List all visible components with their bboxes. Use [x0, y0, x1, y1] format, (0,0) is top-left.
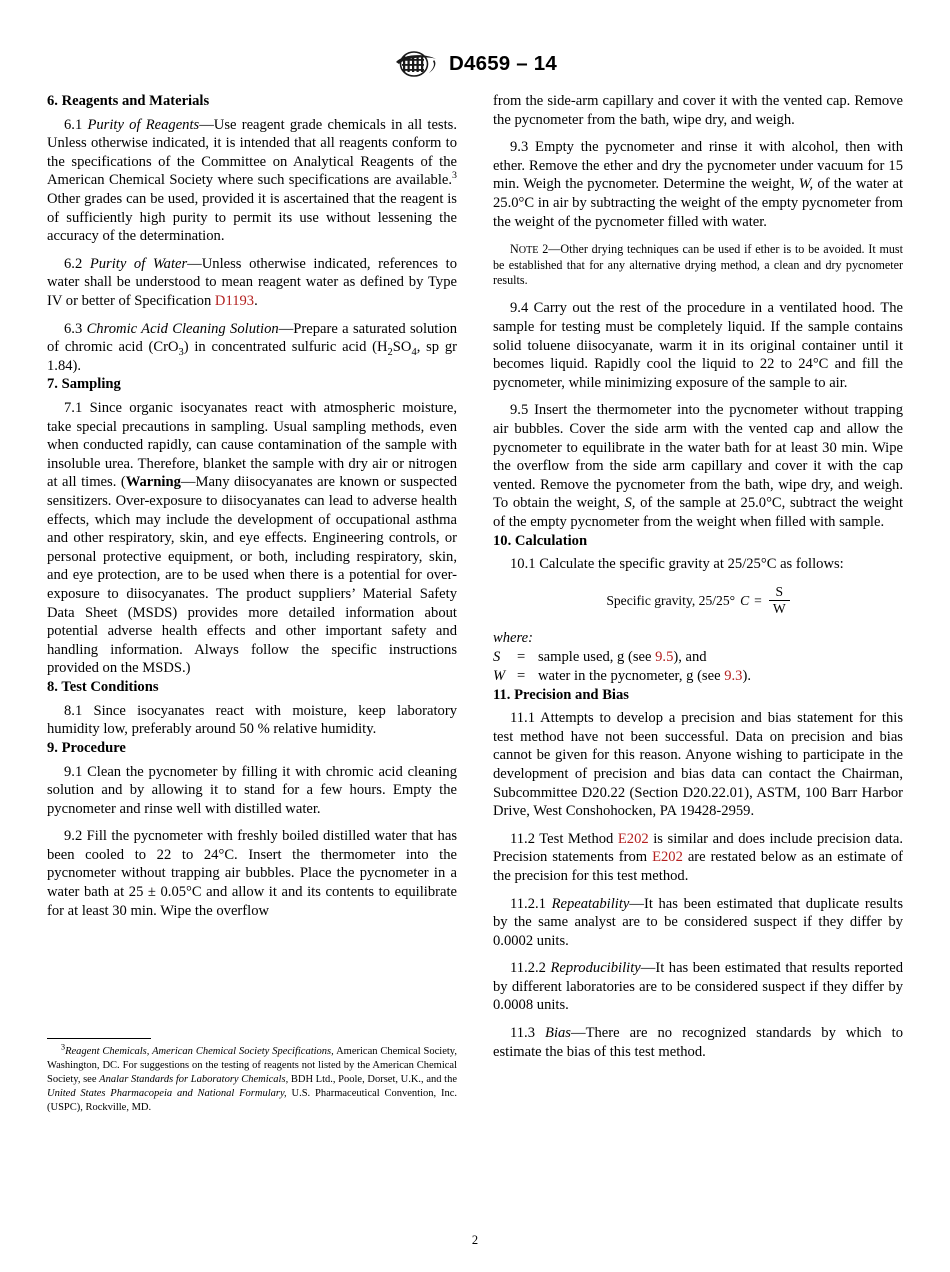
right-column: [493, 92, 903, 1061]
footnote-marker: 3: [61, 1042, 66, 1052]
clause-body: Empty the pycnometer and rinse it with alcohol, then with ether. Remove the ether and dry the pycnometer under vacuum for 15 min. Weigh the pycnometer. Determine the weight,: [493, 139, 904, 193]
subscript: 2: [387, 347, 393, 359]
definition-text-a: sample used, g (see: [538, 649, 656, 666]
clause-number: 9.4: [510, 300, 534, 317]
document-designation: D4659 – 14: [448, 52, 557, 75]
clause-body: —There are no recognized standards by which to estimate the bias of this test method.: [493, 1025, 903, 1060]
footnote-title-1: Reagent Chemicals, American Chemical Society Specifications,: [65, 1046, 334, 1057]
footnote-title-3: United States Pharmacopeia and National Formulary,: [47, 1087, 287, 1099]
clause-body: Clean the pycnometer by filling it with chromic acid cleaning solution and by allowing it to stand for a few hours. Empty the pycnometer and rinse well with distilled water.: [47, 763, 458, 817]
paragraph-9-3: [493, 138, 903, 231]
clause-term: Reproducibility: [550, 960, 641, 977]
formula-equals: =: [754, 592, 762, 608]
footnote-text-3: U.S. Pharmaceutical Convention, Inc. (USPC), Rockville, MD.: [47, 1087, 458, 1113]
note-label-ote: OTE: [518, 245, 539, 257]
clause-body: —It has been estimated that duplicate results by the same analyst are to be considered suspect if they differ by 0.0002 units.: [493, 895, 903, 949]
section-8-heading: 8. Test Conditions: [47, 678, 159, 695]
definition-text-b: ).: [742, 667, 751, 684]
clause-number: 9.3: [510, 139, 536, 156]
section-9-heading: 9. Procedure: [47, 739, 126, 756]
section-6-heading: 6. Reagents and Materials: [47, 93, 210, 109]
clause-body-cont: SO: [392, 339, 412, 356]
page-header: [0, 44, 950, 84]
fraction-numerator: S: [775, 583, 784, 599]
cross-reference-9-5[interactable]: 9.5: [655, 649, 674, 666]
fraction-denominator: W: [769, 600, 790, 617]
clause-term: Bias: [545, 1025, 571, 1042]
warning-label: Warning: [125, 474, 181, 491]
clause-number: 7.1: [64, 400, 90, 417]
paragraph-11-2-2: [493, 959, 903, 1015]
clause-body: —Use reagent grade chemicals in all tests. Unless otherwise indicated, it is intended that all reagents conform to the specifications of the Committee on Analytical Reagents of the American Chemical Society where such specifications are available.: [47, 116, 457, 189]
clause-body: Attempts to develop a precision and bias statement for this test method have not been successful. Data on precision and bias cannot be given for this reason. Anyone wishing to participate in the development of precision and bias data can contact the Chairman, Subcommittee D20.22 (Section D20.22.01), ASTM, 100 Barr Harbor Drive, West Conshohocken, PA 19428-2959.: [493, 710, 903, 820]
cross-reference-9-3[interactable]: 9.3: [724, 667, 743, 684]
clause-body: from the side-arm capillary and cover it with the vented cap. Remove the pycnometer from the bath, wipe dry, and weigh.: [493, 93, 903, 128]
subscript: 3: [178, 347, 184, 359]
clause-number: 11.2.2: [510, 960, 551, 977]
clause-body: Test Method: [539, 830, 618, 847]
symbol-w: W: [493, 667, 506, 684]
section-11-heading: 11. Precision and Bias: [493, 686, 629, 703]
standard-link-e202-first[interactable]: E202: [617, 830, 649, 847]
formula-variable-c: C: [740, 592, 750, 608]
section-7-heading: 7. Sampling: [47, 376, 121, 393]
body-columns: [47, 92, 903, 1061]
paragraph-11-2: [493, 830, 903, 886]
clause-body: Fill the pycnometer with freshly boiled distilled water that has been cooled to 22 to 24°C. Insert the thermometer into the pycnometer without trapping air bubbles. Place the pycnometer in a water bath at 25 ± 0.05°C and allow it and its contents to equilibrate for at least 30 min. Wipe the overflow: [47, 828, 458, 919]
clause-body: —It has been estimated that results reported by different laboratories are to be considered suspect if they differ by 0.0008 units.: [493, 960, 903, 1014]
clause-number: 6.2: [64, 255, 90, 272]
paragraph-9-4: [493, 299, 903, 392]
paragraph-6-3: [47, 320, 457, 376]
paragraph-9-2: [47, 827, 457, 920]
clause-body: Since isocyanates react with moisture, keep laboratory humidity low, preferably around 50 % relative humidity.: [47, 702, 457, 738]
section-10-heading: 10. Calculation: [493, 532, 588, 549]
clause-body: Calculate the specific gravity at 25/25°C as follows:: [539, 556, 844, 573]
clause-body-cont: Other grades can be used, provided it is ascertained that the reagent is of sufficiently high purity to permit its use without lessening the accuracy of the determination.: [47, 191, 457, 245]
clause-body-cont: of the sample at 25.0°C, subtract the weight of the empty pycnometer from the weight when filled with sample.: [493, 495, 904, 530]
clause-term: Purity of Reagents: [87, 116, 200, 133]
footnote-3: [47, 1042, 458, 1115]
clause-body: Carry out the rest of the procedure in a ventilated hood. The sample for testing must be completely liquid. If the sample contains solid toluene diisocyanate, warm it in its original container until it becomes liquid. Rapidly cool the liquid to 22 to 24°C and fill the pycnometer, while minimizing exposure of the sample to air.: [493, 300, 904, 391]
clause-number: 9.2: [64, 828, 87, 845]
clause-number: 10.1: [510, 556, 540, 573]
footnote-separator-rule: [47, 1038, 151, 1039]
footnote-reference-3[interactable]: 3: [452, 170, 457, 182]
paragraph-7-1: [47, 399, 457, 678]
note-body: —Other drying techniques can be used if ether is to be avoided. It must be established that for any alternative drying method, a clean and dry pycnometer results.: [493, 242, 903, 288]
definition-text-s: [538, 648, 751, 667]
clause-body: Since organic isocyanates react with atmospheric moisture, take special precautions in sampling. Usual sampling methods, even when conducted rapidly, can cause contamination of the sample with insoluble urea. Therefore, blanket the sample with dry air or nitrogen at all times. (: [47, 400, 457, 491]
paragraph-11-2-1: [493, 895, 903, 951]
symbol-s: S: [493, 649, 501, 666]
clause-body: Insert the thermometer into the pycnometer without trapping air bubbles. Cover the side arm with the vented cap and allow the pycnometer to equilibrate in the water bath for at least 30 min. Wipe the overflow from the side arm capillary and cover it with the cap vented. Remove the pycnometer from the bath, wipe dry, and weigh. To obtain the weight,: [493, 402, 903, 512]
clause-term: Purity of Water: [89, 255, 188, 272]
definition-row-s: [493, 648, 751, 667]
where-label: where:: [493, 630, 533, 647]
definition-text-a: water in the pycnometer, g (see: [538, 667, 725, 684]
clause-number: 6.1: [64, 116, 88, 133]
paragraph-9-2-continuation: [493, 92, 903, 129]
formula-fraction: [769, 585, 790, 617]
standard-link-d1193[interactable]: D1193: [214, 293, 255, 310]
clause-body-cont: are restated below as an estimate of the precision for this test method.: [493, 849, 903, 884]
clause-term: Repeatability: [551, 895, 630, 912]
paragraph-9-1: [47, 763, 457, 819]
clause-number: 8.1: [64, 702, 94, 719]
paragraph-9-5: [493, 401, 903, 531]
symbol-definitions-table: [493, 648, 751, 685]
clause-number: 6.3: [64, 320, 87, 337]
paragraph-10-1: [493, 555, 903, 574]
clause-body-cont: ) in concentrated sulfuric acid (H: [183, 339, 388, 356]
note-label: [510, 242, 548, 256]
page-number: 2: [471, 1233, 479, 1247]
formula-expression: [606, 585, 789, 617]
clause-number: 9.5: [510, 402, 535, 419]
clause-body: —Prepare a saturated solution of chromic acid (CrO: [47, 320, 457, 356]
paragraph-6-2: [47, 255, 457, 311]
left-column: [47, 92, 457, 920]
clause-body-cont: —Many diisocyanates are known or suspected sensitizers. Over-exposure to diisocyanates can lead to adverse health effects, which may include the development of occupational asthma and other respiratory, skin, and eye effects. Engineering controls, or personal protective equipment, or both, including respiratory, skin, and eye protection, are to be used when there is a potential for over-exposure to diisocyanates. The product suppliers’ Material Safety Data Sheet (MSDS) provides more detailed information about potential adverse health effects and other important safety and handling information. Always follow the specific instructions provided on the MSDS.): [47, 474, 458, 677]
clause-number: 11.2: [510, 830, 540, 847]
paragraph-11-1: [493, 709, 903, 821]
clause-number: 11.2.1: [510, 895, 552, 912]
formula-left-side: Specific gravity, 25/25°: [606, 592, 736, 608]
note-label-n: N: [510, 242, 519, 257]
paragraph-11-3: [493, 1024, 903, 1061]
definition-text-b: ), and: [673, 649, 707, 666]
equals-sign: =: [517, 649, 526, 666]
clause-body: —Unless otherwise indicated, references to water shall be understood to mean reagent water as defined by Type IV or better of Specification: [47, 255, 457, 310]
specific-gravity-formula: [493, 585, 903, 617]
astm-logo-icon: [393, 49, 439, 79]
paragraph-8-1: [47, 702, 457, 739]
footnote-title-2: Analar Standards for Laboratory Chemicals,: [99, 1073, 289, 1085]
clause-body-cont: of the water at 25.0°C in air by subtracting the weight of the empty pycnometer from the weight of the pycnometer filled with water.: [493, 176, 903, 230]
footnote-zone: [47, 1038, 457, 1115]
clause-number: 11.1: [510, 710, 541, 727]
footnote-text-1: American Chemical Society, Washington, DC. For suggestions on the testing of reagents not listed by the American Chemical Society, see: [47, 1046, 457, 1085]
definition-row-w: [493, 667, 751, 686]
paragraph-6-1: [47, 116, 457, 246]
clause-body-cont: is similar and does include precision data. Precision statements from: [493, 830, 903, 866]
note-2: [493, 242, 903, 288]
variable-s: S,: [624, 495, 636, 512]
equals-sign: =: [517, 667, 526, 684]
definition-text-w: [538, 667, 751, 686]
clause-term: Chromic Acid Cleaning Solution: [86, 320, 279, 337]
variable-w: W,: [798, 176, 814, 193]
subscript: 4: [411, 347, 417, 359]
clause-body-cont: .: [254, 293, 258, 310]
clause-body-cont: , sp gr 1.84).: [47, 339, 457, 374]
clause-number: 11.3: [510, 1025, 546, 1042]
footnote-text-2: BDH Ltd., Poole, Dorset, U.K., and the: [288, 1073, 457, 1085]
standard-link-e202-second[interactable]: E202: [652, 849, 683, 866]
clause-number: 9.1: [64, 763, 88, 780]
note-label-number: 2: [538, 242, 549, 257]
